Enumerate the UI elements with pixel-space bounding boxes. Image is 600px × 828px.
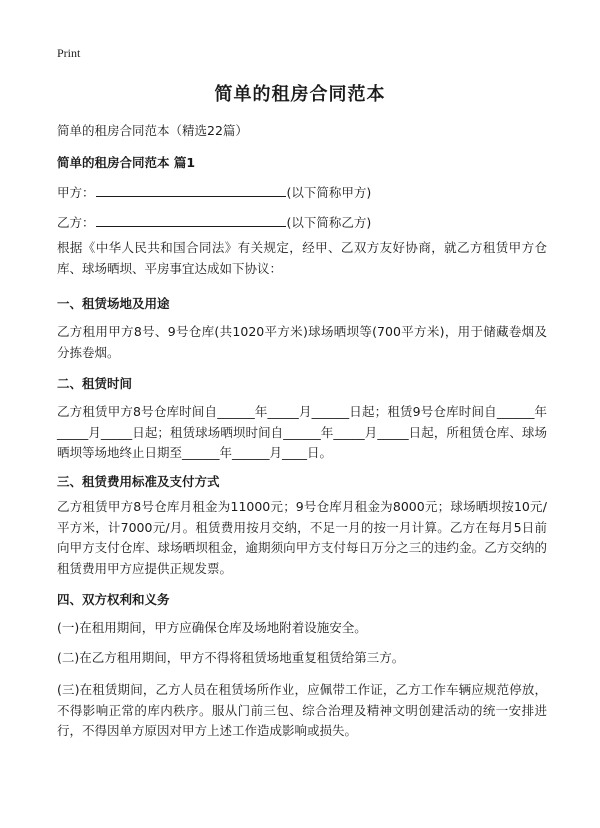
section-3-paragraph: 乙方租赁甲方8号仓库月租金为11000元；9号仓库月租金为8000元；球场晒坝按10元/平方米，计7000元/月。租赁费用按月交纳，不足一月的按一月计算。乙方在每月5日前向甲方支付仓库、球场晒坝租金，逾期须向甲方支付每日万分之三的违约金。乙方交纳的租赁费用甲方应提供正规发票。 bbox=[57, 499, 547, 576]
party-a-label: 甲方： bbox=[57, 185, 95, 200]
party-b-suffix: (以下简称乙方) bbox=[286, 215, 372, 230]
section-1-paragraph: 乙方租用甲方8号、9号仓库(共1020平方米)球场晒坝等(700平方米)，用于储藏卷烟及分拣卷烟。 bbox=[57, 324, 547, 360]
party-a-line bbox=[57, 182, 371, 201]
section-4-paragraph-2: (二)在乙方租用期间，甲方不得将租赁场地重复租赁给第三方。 bbox=[57, 650, 405, 665]
party-a-blank bbox=[96, 182, 286, 197]
article-heading: 简单的租房合同范本 篇1 bbox=[57, 155, 196, 170]
party-b-blank bbox=[96, 212, 286, 227]
document-subtitle: 简单的租房合同范本（精选22篇） bbox=[57, 123, 248, 138]
intro-paragraph: 根据《中华人民共和国合同法》有关规定，经甲、乙双方友好协商，就乙方租赁甲方仓库、球场晒坝、平房事宜达成如下协议： bbox=[57, 240, 547, 276]
party-b-label: 乙方： bbox=[57, 215, 95, 230]
section-4-paragraph-3: (三)在租赁期间，乙方人员在租赁场所作业，应佩带工作证，乙方工作车辆应规范停放，不得影响正常的库内秩序。服从门前三包、综合治理及精神文明创建活动的统一安排进行，不得因单方原因对甲方上述工作造成影响或损失。 bbox=[57, 682, 547, 738]
print-link[interactable]: Print bbox=[57, 46, 81, 60]
document-title: 简单的租房合同范本 bbox=[214, 84, 386, 105]
section-heading-1: 一、租赁场地及用途 bbox=[57, 296, 170, 311]
section-heading-3: 三、租赁费用标准及支付方式 bbox=[57, 474, 220, 489]
party-b-line bbox=[57, 212, 371, 231]
section-heading-2: 二、租赁时间 bbox=[57, 376, 133, 391]
section-heading-4: 四、双方权利和义务 bbox=[57, 592, 170, 607]
party-a-suffix: (以下简称甲方) bbox=[286, 185, 372, 200]
section-2-paragraph: 乙方租赁甲方8号仓库时间自______年_____月______日起；租赁9号仓库时间自______年_____月_____日起；租赁球场晒坝时间自______年_____月_____日起，所租赁仓库、球场晒坝等场地终止日期至______年______月____日。 bbox=[57, 404, 547, 460]
section-4-paragraph-1: (一)在租用期间，甲方应确保仓库及场地附着设施安全。 bbox=[57, 620, 367, 635]
